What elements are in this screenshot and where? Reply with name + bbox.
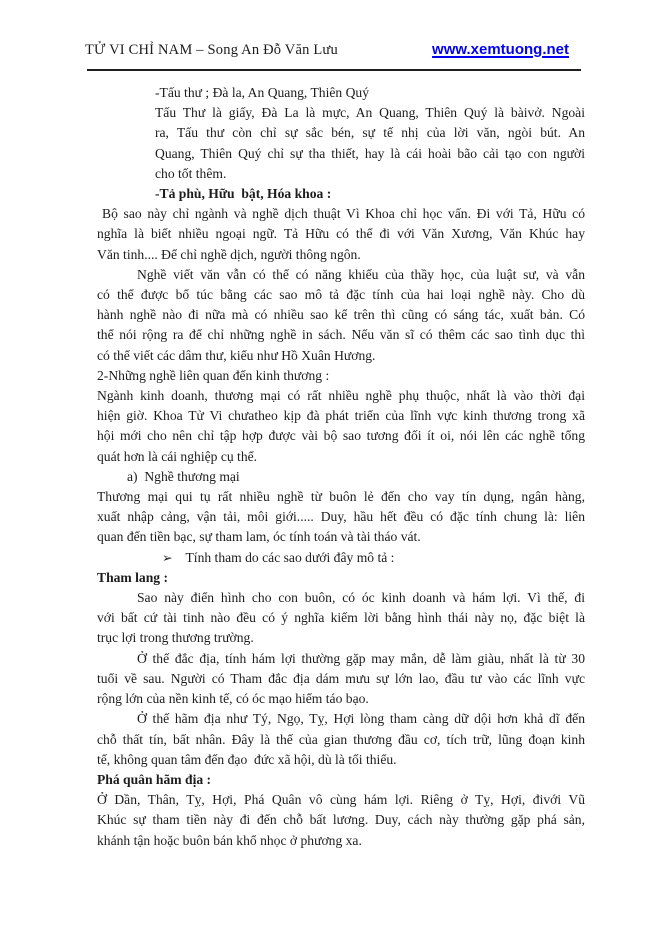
text-line: Thương mại qui tụ rất nhiều nghề từ buôn lẻ đến cho vay tín dụng, ngân hàng, <box>97 489 585 505</box>
text-line: có thể được bổ túc bằng các sao mô tả đặc tính của hai loại nghề này. Cho dù <box>97 287 585 303</box>
text-line: -Tả phù, Hữu bật, Hóa khoa : <box>155 186 332 202</box>
text-line: Ở Dần, Thân, Tỵ, Hợi, Phá Quân vô cùng hám lợi. Riêng ở Tỵ, Hợi, đivới Vũ <box>97 792 585 808</box>
text-line: Ở thế đắc địa, tính hám lợi thường gặp may mắn, dễ làm giàu, nhất là từ 30 <box>137 650 585 666</box>
text-line: Khúc sự tham tiền này đi đến chỗ bất lương. Duy, cách này thường gặp phá sản, <box>97 812 585 828</box>
text-line: a) Nghề thương mại <box>127 468 240 484</box>
text-line: Quang, Thiên Quý chỉ sự tha thiết, hay là cái hoài bão cải tạo con người <box>155 145 585 161</box>
text-line: quan đến tiền bạc, sự tham lam, óc tính toán và tài tháo vát. <box>97 529 421 545</box>
page-header <box>0 0 669 59</box>
text-line: hội mới cho nên chỉ tập hợp được vài bộ sao tương đối ít oi, nói lên các nghề tổng <box>97 428 585 444</box>
text-line: quát hơn là cái nghiệp cụ thể. <box>97 448 258 464</box>
text-line: Tấu Thư là giấy, Đà La là mực, An Quang, Thiên Quý là bàivở. Ngoài <box>155 105 585 121</box>
text-line: cho tốt thêm. <box>155 165 227 181</box>
text-line: tuổi về sau. Người có Tham đắc địa dám mưu sự lớn lao, đầu tư vào các lĩnh vực <box>97 670 585 686</box>
text-line: Tham lang : <box>97 569 169 585</box>
text-line: chỗ thất tín, bất nhân. Đây là thế của gian thương đầu cơ, tích trữ, lũng đoạn kinh <box>97 731 585 747</box>
text-line: xuất nhập cảng, vận tải, môi giới..... Duy, hầu hết đều có đặc tính chung là: liên <box>97 509 585 525</box>
text-line: có thể viết các dâm thư, kiểu như Hồ Xuân Hương. <box>97 347 376 363</box>
text-line-content: Tính tham do các sao dưới đây mô tả : <box>185 549 395 565</box>
text-line: Ngành kinh doanh, thương mại có rất nhiều nghề phụ thuộc, nhất là vào thời đại <box>97 388 585 404</box>
text-line: nghĩa là biết nhiều ngoại ngữ. Tả Hữu có thể đi với Văn Xương, Văn Khúc hay <box>97 226 585 242</box>
website-link[interactable]: www.xemtuong.net <box>432 41 569 58</box>
document-body <box>97 83 585 851</box>
text-line: Phá quân hãm địa : <box>97 771 212 787</box>
text-line: Văn tinh.... Để chỉ nghề dịch, người thông ngôn. <box>97 246 361 262</box>
text-line: Sao này điển hình cho con buôn, có óc kinh doanh và hám lợi. Vì thế, đi <box>137 590 585 606</box>
text-line: Nghề viết văn vẫn có thể có năng khiếu của thầy học, của luật sư, và vẫn <box>137 266 585 282</box>
text-line: trục lợi trong thương trường. <box>97 630 254 646</box>
text-line: -Tấu thư ; Đà la, An Quang, Thiên Quý <box>155 85 370 100</box>
text-line: Bộ sao này chỉ ngành và nghề dịch thuật Vì Khoa chỉ học vấn. Đi với Tả, Hữu có <box>102 206 585 222</box>
text-line: với bất cứ tài tinh nào đều có ý nghĩa kiếm lời bằng hình thái này nọ, đặc biệt là <box>97 610 585 626</box>
text-line: Ở thế hãm địa như Tý, Ngọ, Tỵ, Hợi lòng tham càng dữ dội hơn khả dĩ đến <box>137 711 585 727</box>
header-rule <box>87 69 581 71</box>
arrow-bullet-icon: ➢ <box>162 550 173 565</box>
text-line: 2-Những nghề liên quan đến kinh thương : <box>97 367 330 383</box>
text-line: hiện giờ. Khoa Tử Vi chưatheo kịp đà phát triển của lĩnh vực kinh thương trong xã <box>97 408 585 424</box>
text-line: hành nghề nào đi nữa mà có nhiều sao kể trên thì cũng có sáng tác, xuất bản. Có <box>97 307 585 323</box>
text-line: ra, Tấu thư còn chỉ sự sắc bén, sự tế nhị của lời văn, ngòi bút. An <box>155 125 585 141</box>
text-line: rộng lớn của nền kinh tế, có óc mạo hiểm táo bạo. <box>97 691 369 707</box>
text-line: khánh tận hoặc buôn bán khổ nhọc ở phương xa. <box>97 832 362 848</box>
text-line: thể nói rộng ra để chỉ những nghề in sách. Nếu văn sĩ có thêm các sao tình dục thì <box>97 327 585 343</box>
document-title: TỬ VI CHỈ NAM – Song An Đỗ Văn Lưu <box>85 42 338 58</box>
text-line <box>162 548 585 568</box>
text-line: tế, không quan tâm đến đạo đức xã hội, dù là tối thiểu. <box>97 751 397 767</box>
